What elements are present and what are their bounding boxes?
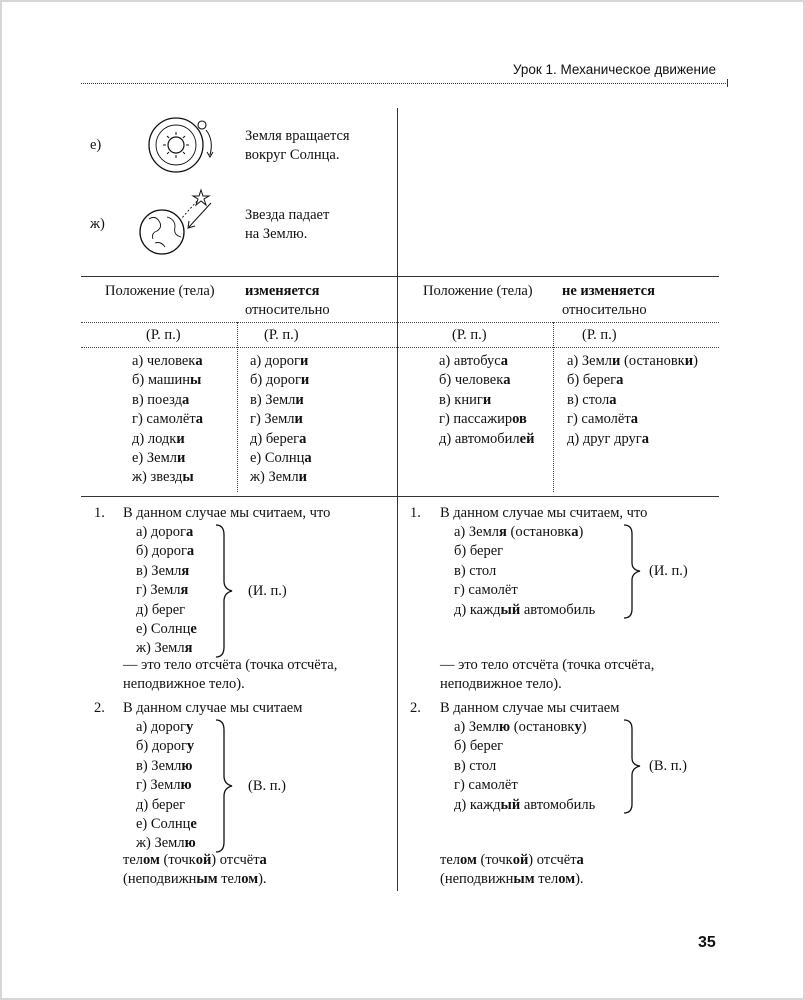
list-item: д) друг друга — [567, 430, 649, 447]
table-header-dotted-rule — [81, 322, 719, 323]
list-item: г) Земля — [136, 582, 189, 599]
left-col-2 — [250, 352, 312, 488]
header-rule — [81, 83, 728, 84]
page-header: Урок 1. Механическое движение — [512, 62, 716, 77]
list-item: в) стол — [454, 562, 497, 579]
list-item: а) Землю (остановку) — [454, 719, 587, 735]
right-s1-case: (И. п.) — [649, 563, 688, 579]
left-s2-tail — [123, 851, 267, 890]
list-item: а) Земля (остановка) — [454, 524, 584, 540]
list-item: г) самолёт — [454, 777, 518, 794]
left-s1-brace — [214, 523, 238, 659]
left-s2-brace — [214, 718, 238, 854]
right-s2-number: 2. — [410, 700, 421, 716]
list-item: б) машины — [132, 372, 202, 389]
list-item: б) дороги — [250, 372, 310, 389]
right-s1-intro: В данном случае мы считаем, что — [440, 505, 648, 521]
right-s2-items — [454, 718, 595, 815]
left-table-header-2: относительно — [245, 302, 330, 318]
text-line: (неподвижным телом). — [440, 871, 584, 888]
list-item: д) берег — [136, 601, 186, 618]
left-sub-1: (Р. п.) — [146, 327, 181, 343]
list-item: а) дороги — [250, 353, 309, 369]
figure-e-caption: Земля вращается вокруг Солнца. — [245, 128, 350, 164]
right-s1-tail: — это тело отсчёта (точка отсчёта, неподвижное тело). — [440, 657, 655, 693]
list-item: е) Солнце — [136, 816, 197, 833]
list-item: в) Землю — [136, 757, 193, 774]
center-divider — [397, 108, 398, 891]
left-s2-items — [136, 718, 197, 854]
list-item: г) самолёт — [454, 582, 518, 599]
left-column-divider — [237, 322, 238, 492]
list-item: а) человека — [132, 353, 203, 369]
list-item: б) дорога — [136, 543, 195, 560]
list-item: а) Земли (остановки) — [567, 353, 698, 369]
right-col-2 — [567, 352, 698, 449]
text-line: телом (точкой) отсчёта — [123, 852, 267, 868]
right-col-1 — [439, 352, 534, 449]
left-s2-number: 2. — [94, 700, 105, 716]
list-item: е) Земли — [132, 450, 186, 467]
right-column-divider — [553, 322, 554, 492]
right-table-header-bold: не изменяется — [562, 283, 655, 299]
table-top-rule — [81, 276, 719, 277]
list-item: б) берег — [454, 543, 504, 560]
list-item: г) самолёта — [567, 411, 638, 428]
right-s2-case: (В. п.) — [649, 758, 687, 774]
header-tick — [727, 79, 728, 87]
list-item: ж) звезды — [132, 469, 194, 486]
right-sub-2: (Р. п.) — [582, 327, 617, 343]
list-item: б) дорогу — [136, 738, 195, 755]
list-item: б) человека — [439, 372, 511, 389]
list-item: в) стола — [567, 391, 617, 408]
left-s1-tail: — это тело отсчёта (точка отсчёта, неподвижное тело). — [123, 657, 338, 693]
right-sub-1: (Р. п.) — [452, 327, 487, 343]
list-item: г) самолёта — [132, 411, 203, 428]
text-line: телом (точкой) отсчёта — [440, 852, 584, 868]
list-item: в) Земля — [136, 562, 190, 579]
left-s2-intro: В данном случае мы считаем — [123, 700, 303, 716]
list-item: д) каждый автомобиль — [454, 601, 596, 618]
list-item: в) поезда — [132, 391, 190, 408]
list-item: а) автобуса — [439, 353, 508, 369]
right-s2-brace — [622, 718, 646, 815]
left-s1-items — [136, 523, 197, 659]
page-number: 35 — [698, 934, 716, 951]
list-item: д) автомобилей — [439, 430, 535, 447]
list-item: г) Землю — [136, 777, 192, 794]
list-item: д) берега — [250, 430, 307, 447]
list-item: в) Земли — [250, 391, 304, 408]
figure-e-letter: е) — [90, 137, 102, 153]
list-item: в) стол — [454, 757, 497, 774]
list-item: ж) Земли — [250, 469, 307, 486]
right-s1-number: 1. — [410, 505, 421, 521]
left-s1-intro: В данном случае мы считаем, что — [123, 505, 331, 521]
table-bottom-rule — [81, 496, 719, 497]
figure-zh-letter: ж) — [90, 216, 105, 232]
right-s1-items — [454, 523, 595, 620]
left-sub-2: (Р. п.) — [264, 327, 299, 343]
left-table-header-1: Положение (тела) — [105, 283, 215, 299]
list-item: б) берега — [567, 372, 624, 389]
right-table-header-1: Положение (тела) — [423, 283, 533, 299]
textbook-page — [2, 2, 803, 998]
falling-star-earth-icon — [137, 187, 217, 262]
list-item: д) берег — [136, 796, 186, 813]
list-item: е) Солнца — [250, 450, 312, 467]
list-item: а) дорогу — [136, 719, 194, 735]
left-col-1 — [132, 352, 203, 488]
right-s1-brace — [622, 523, 646, 620]
left-table-header-bold: изменяется — [245, 283, 320, 299]
list-item: ж) Земля — [136, 640, 193, 657]
left-s1-number: 1. — [94, 505, 105, 521]
list-item: г) пассажиров — [439, 411, 527, 428]
left-s1-case: (И. п.) — [248, 583, 287, 599]
text-line: (неподвижным телом). — [123, 871, 267, 888]
list-item: б) берег — [454, 738, 504, 755]
left-s2-case: (В. п.) — [248, 778, 286, 794]
list-item: в) книги — [439, 391, 492, 408]
list-item: а) дорога — [136, 524, 194, 540]
right-table-header-2: относительно — [562, 302, 647, 318]
right-s2-tail — [440, 851, 584, 890]
list-item: д) каждый автомобиль — [454, 796, 596, 813]
list-item: ж) Землю — [136, 835, 196, 852]
list-item: д) лодки — [132, 430, 185, 447]
list-item: е) Солнце — [136, 621, 197, 638]
sun-orbit-icon — [142, 110, 222, 180]
figure-zh-caption: Звезда падает на Землю. — [245, 207, 330, 243]
table-subheader-dotted-rule — [81, 347, 719, 348]
right-s2-intro: В данном случае мы считаем — [440, 700, 620, 716]
list-item: г) Земли — [250, 411, 303, 428]
